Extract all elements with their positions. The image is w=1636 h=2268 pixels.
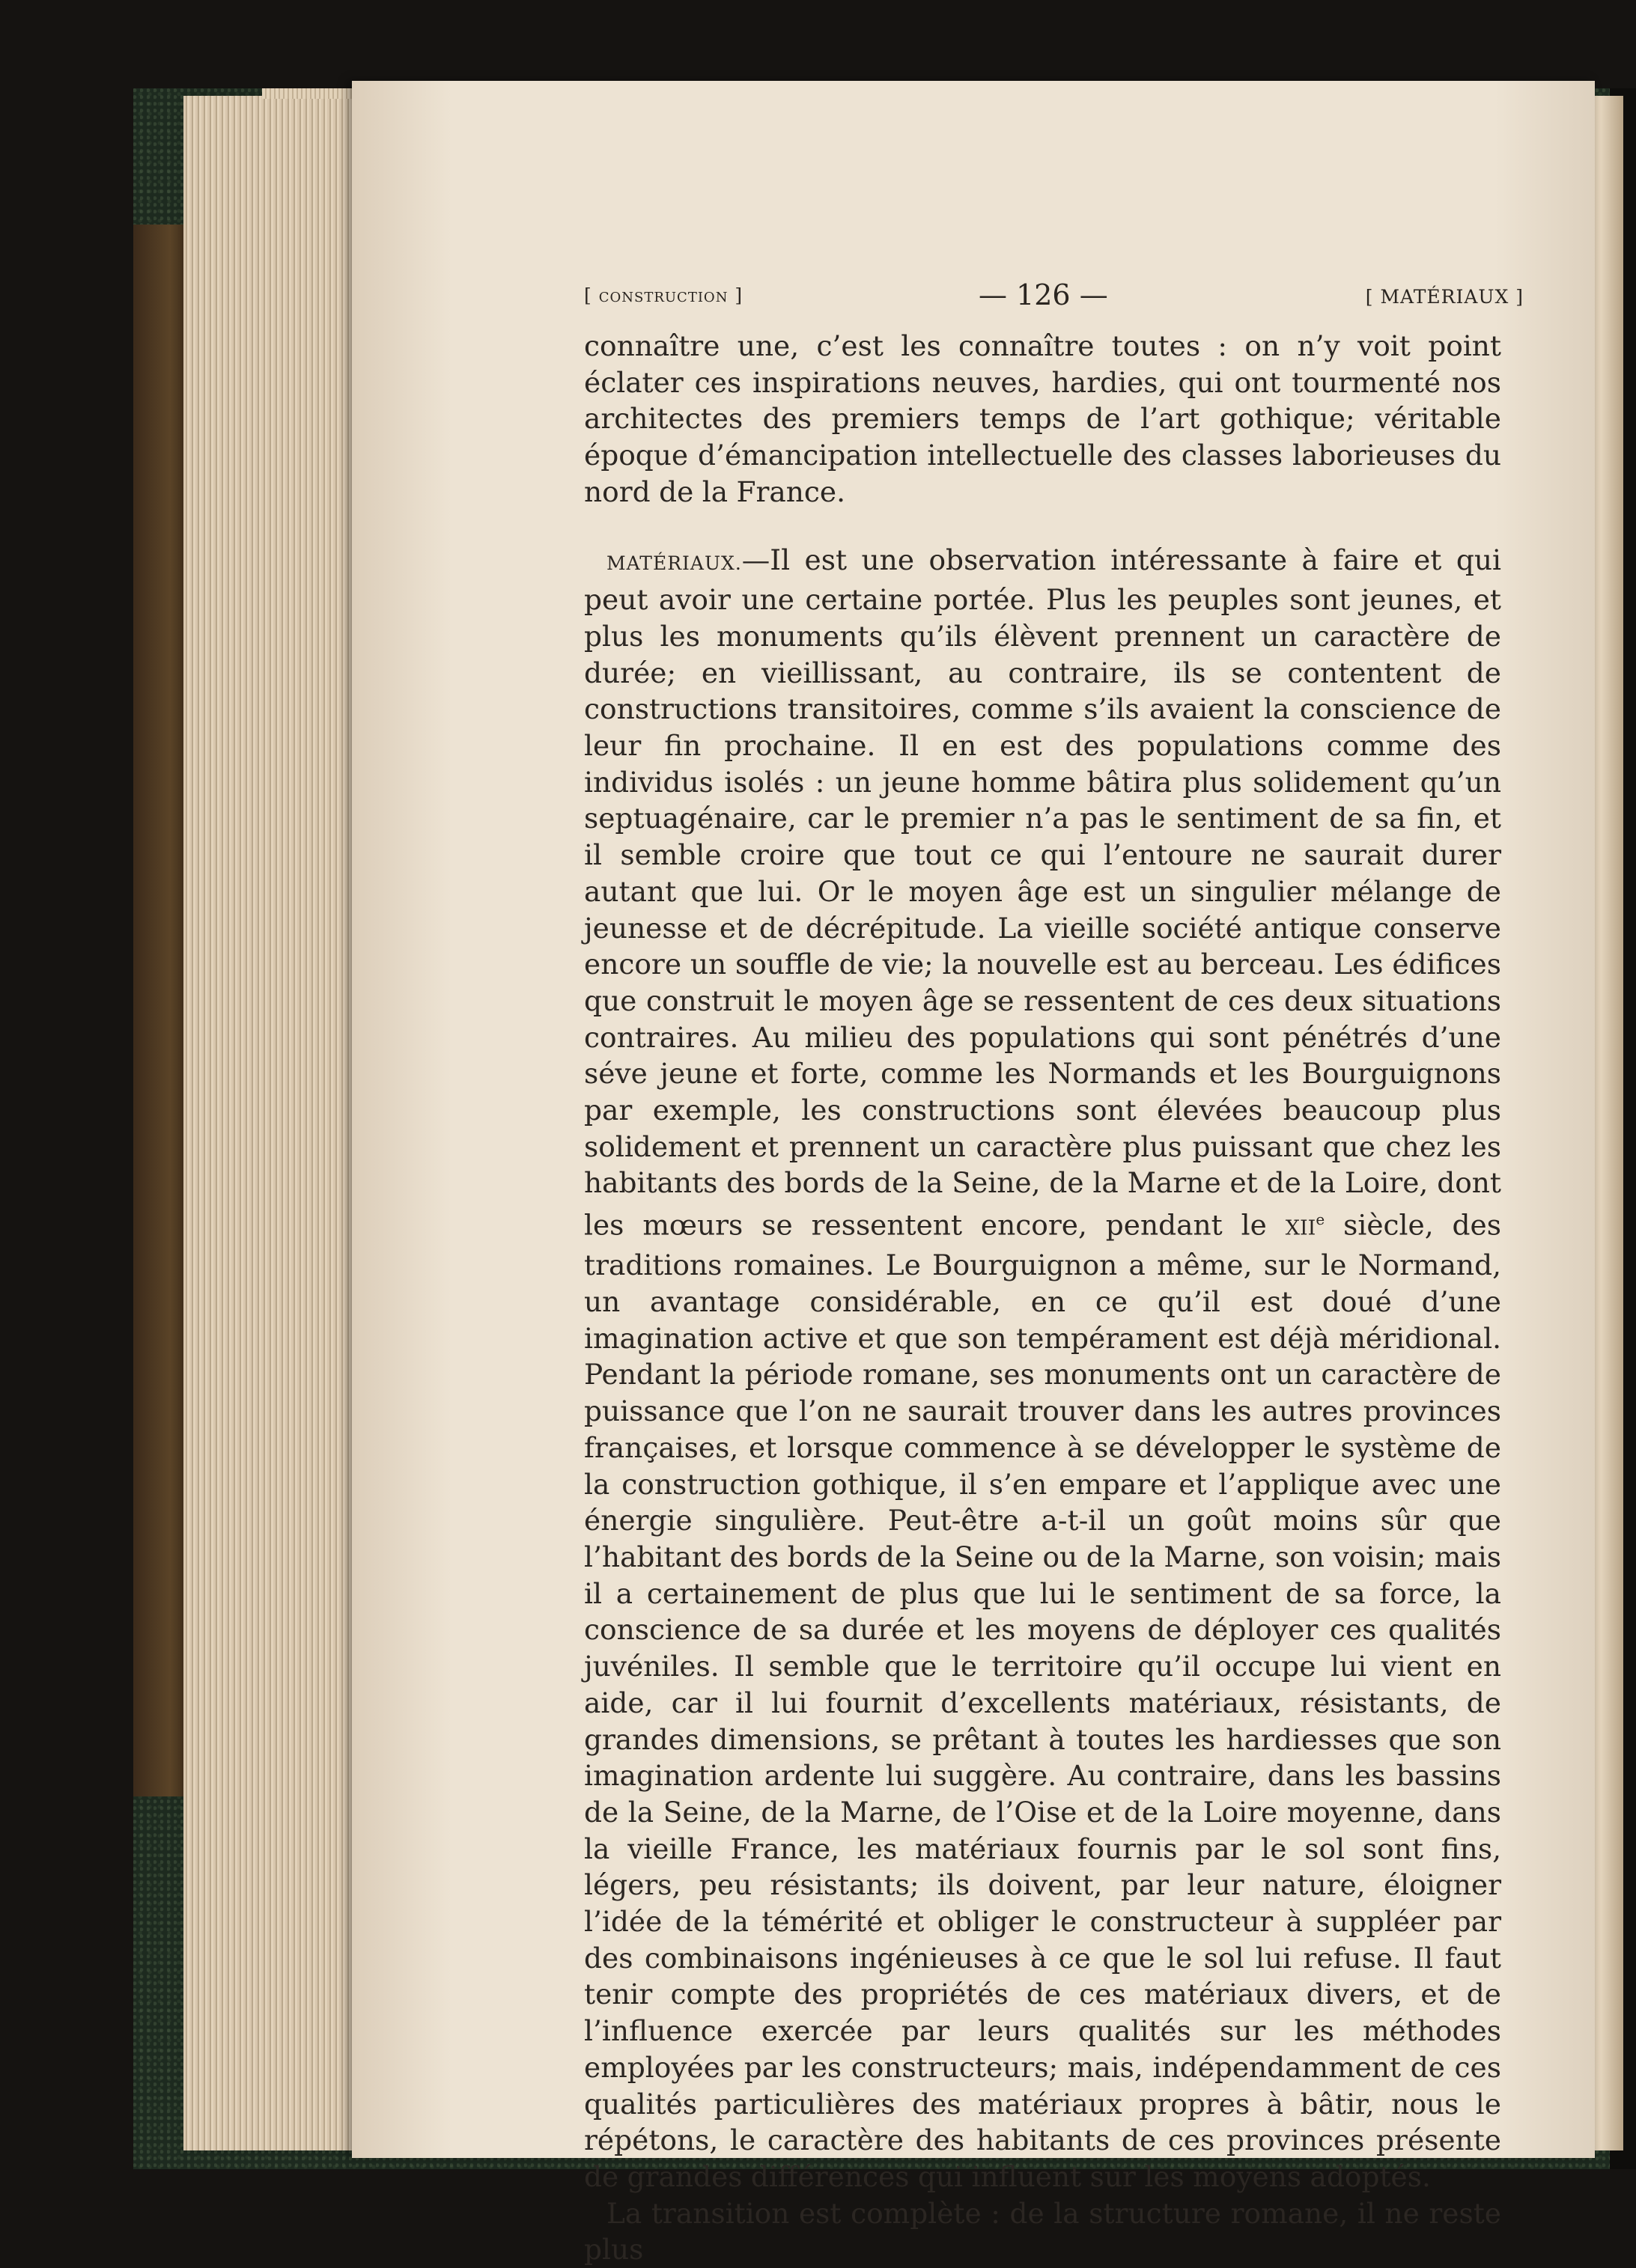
page-number: — 126 — xyxy=(979,278,1108,311)
page-stack-top xyxy=(262,88,367,99)
century-numeral: XII xyxy=(1285,1216,1316,1240)
header-topic-label: MATÉRIAUX xyxy=(1380,286,1509,308)
paragraph: connaître une, c’est les connaître toutes : on n’y voit point éclater ces inspirations neuves, hardies, qui ont tourmenté nos architectes des premiers temps de l’art gothique; véritable époque d’émancipation intellectuelle des classes laborieuses du nord de la France. xyxy=(584,329,1501,508)
century-superscript: e xyxy=(1316,1210,1325,1229)
paragraph-text-continued: siècle, des traditions romaines. Le Bourguignon a même, sur le Normand, un avantage considérable, en ce qu’il est doué d’une imagination active et que son tempérament est déjà méridional. Pendant la période romane, ses monuments ont un caractère de puissance que l’on ne saurait trouver dans les autres provinces françaises, et lorsque commence à se développer le système de la construction gothique, il s’en empare et l’applique avec une énergie singulière. Peut-être a-t-il un goût moins sûr que l’habitant des bords de la Seine ou de la Marne, son voisin; mais il a certainement de plus que lui le sentiment de sa force, la conscience de sa durée et les moyens de déployer ces qualités juvéniles. Il semble que le territoire qu’il occupe lui vient en aide, car il lui fournit d’excellents matériaux, résistants, de grandes dimensions, se prêtant à toutes les hardiesses que son imagination ardente lui suggère. Au contraire, dans les bassins de la Seine, de la Marne, de l’Oise et de la Loire moyenne, dans la vieille France, les matériaux fournis par le sol sont fins, légers, peu résistants; ils doivent, par leur nature, éloigner l’idée de la témérité et obliger le constructeur à suppléer par des combinaisons ingénieuses à ce que le sol lui refuse. Il faut tenir compte des propriétés de ces matériaux divers, et de l’influence exercée par leurs qualités sur les méthodes employées par les constructeurs; mais, indépendamment de ces qualités particulières des matériaux propres à bâtir, nous le répétons, le caractère des habitants de ces provinces présente de grandes différences qui influent sur les moyens adoptés. xyxy=(584,1208,1501,2193)
header-right: [ MATÉRIAUX ] xyxy=(1365,286,1524,308)
header-section-label: construction xyxy=(598,284,729,306)
paragraph: La transition est complète : de la structure romane, il ne reste plus xyxy=(584,2196,1501,2267)
page-stack-edges xyxy=(183,96,367,2150)
paragraph-text: —Il est une observation intéressante à faire et qui peut avoir une certaine portée. Plus les peuples sont jeunes, et plus les monuments qu’ils élèvent prennent un caractère de durée; en vieillissant, au contraire, ils se contentent de constructions transitoires, comme s’ils avaient la conscience de leur fin prochaine. Il en est des populations comme des individus isolés : un jeune homme bâtira plus solidement qu’un septuagénaire, car le premier n’a pas le sentiment de sa fin, et il semble croire que tout ce qui l’entoure ne saurait durer autant que lui. Or le moyen âge est un singulier mélange de jeunesse et de décrépitude. La vieille société antique conserve encore un souffle de vie; la nouvelle est au berceau. Les édifices que construit le moyen âge se ressentent de ces deux situations contraires. Au milieu des populations qui sont pénétrés d’une séve jeune et forte, comme les Normands et les Bourguignons par exemple, les constructions sont élevées beaucoup plus solidement et prennent un caractère plus puissant que chez les habitants des bords de la Seine, de la Marne et de la Loire, dont les mœurs se ressentent encore, pendant le xyxy=(584,543,1501,1242)
body-text xyxy=(584,328,1501,2268)
paragraph-materiaux xyxy=(584,542,1501,2195)
header-left: [ construction ] xyxy=(584,284,744,306)
paragraph-lead: MATÉRIAUX. xyxy=(606,552,742,574)
running-header xyxy=(584,278,1524,323)
